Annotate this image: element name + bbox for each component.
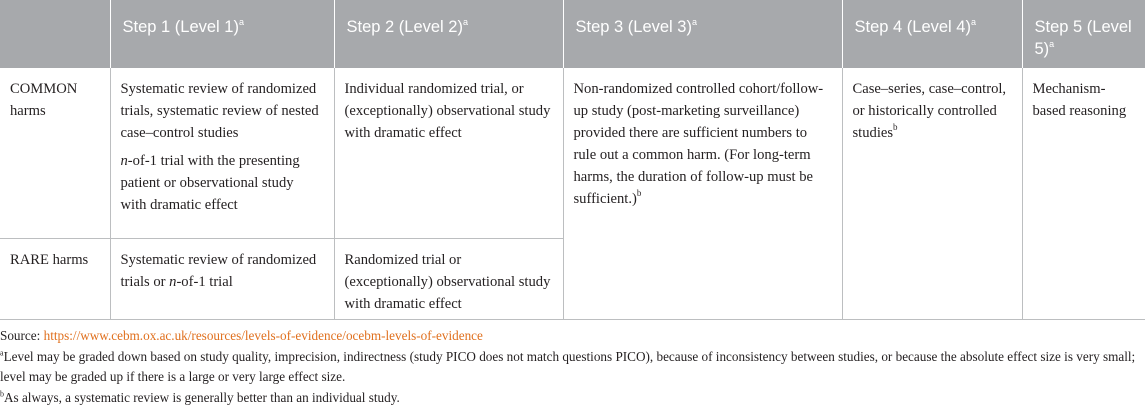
cell-rare-step1: Systematic review of randomized trials or n-of-1 trial	[110, 239, 334, 320]
header-step-4: Step 4 (Level 4)$^a$	[842, 0, 1022, 68]
cell-rare-step2: Randomized trial or (exceptionally) observational study with dramatic effect	[334, 239, 563, 320]
footnote-a-marker: a	[970, 16, 976, 27]
table-footnotes	[0, 320, 1145, 408]
source-link[interactable]: https://www.cebm.ox.ac.uk/resources/levels-of-evidence/ocebm-levels-of-evidence	[43, 328, 483, 343]
table-header-row	[0, 0, 1145, 68]
cell-step5-merged: Mechanism-based reasoning	[1022, 68, 1145, 320]
cell-step3-merged: Non-randomized controlled cohort/follow-up study (post-marketing surveillance) provided there are sufficient numbers to rule out a common harm. (For long-term harms, the duration of follow-up must be sufficient.)$^b$	[563, 68, 842, 320]
row-label-rare: RARE harms	[0, 239, 110, 320]
footnote-b-marker: b	[636, 188, 642, 199]
footnote-a-marker: a	[462, 16, 468, 27]
header-step-5: Step 5 (Level 5)$^a$	[1022, 0, 1145, 68]
cell-common-step1-nof1: n-of-1 trial with the presenting patient or observational study with dramatic effect	[120, 153, 300, 213]
header-step-1: Step 1 (Level 1)$^a$	[110, 0, 334, 68]
source-line: Source: https://www.cebm.ox.ac.uk/resources/levels-of-evidence/ocebm-levels-of-evidence	[0, 328, 483, 343]
footnote-a-marker: a	[691, 16, 697, 27]
footnote-a-marker: a	[238, 16, 244, 27]
footnote-b: $^b$As always, a systematic review is generally better than an individual study.	[0, 389, 400, 405]
header-step-2: Step 2 (Level 2)$^a$	[334, 0, 563, 68]
cell-common-step1: Systematic review of randomized trials, systematic review of nested case–control studies n-of-1 trial with the presenting patient or observational study with dramatic effect	[110, 68, 334, 239]
table-row-common-harms	[0, 68, 1145, 239]
header-empty-cell	[0, 0, 110, 68]
header-step-3: Step 3 (Level 3)$^a$	[563, 0, 842, 68]
cell-step4-merged: Case–series, case–control, or historically controlled studies$^b$	[842, 68, 1022, 320]
footnote-a: $^a$Level may be graded down based on study quality, imprecision, indirectness (study PICO does not match questions PICO), because of inconsistency between studies, or because the absolute effect size is very small; level may be graded up if there is a large or very large effect size.	[0, 348, 1136, 384]
row-label-common: COMMON harms	[10, 81, 78, 119]
footnote-a-marker: a	[1049, 38, 1055, 49]
footnote-b-marker: b	[893, 122, 898, 133]
cell-common-step2: Individual randomized trial, or (exceptionally) observational study with dramatic effect	[334, 68, 563, 239]
